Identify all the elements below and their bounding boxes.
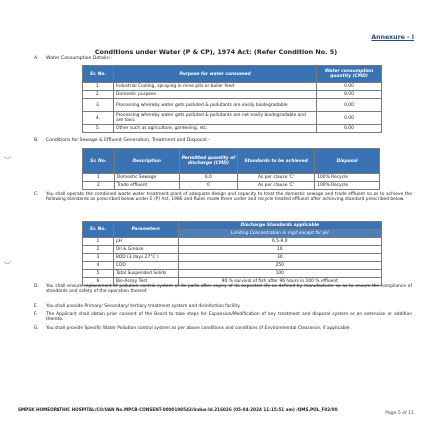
table-header: Standards to be achieved	[238, 149, 315, 174]
table-cell: pH	[113, 238, 178, 246]
table-row	[83, 262, 382, 270]
water-consumption-table	[82, 65, 382, 133]
discharge-standards-table	[82, 221, 382, 286]
table-header: Discharge Standards applicable	[178, 222, 381, 230]
table-cell: 1	[83, 238, 114, 246]
page-number: Page 5 of 11	[385, 411, 414, 416]
section-f	[34, 312, 412, 323]
table-cell: Oil & Grease	[113, 246, 178, 254]
section-label: E.	[34, 304, 39, 309]
table-cell: 3	[83, 254, 114, 262]
document-page	[4, 8, 420, 424]
page-title: Conditions under Water (P & CP), 1974 Act: (Refer Condition No. 5)	[94, 48, 338, 56]
table-cell: 1	[83, 174, 115, 182]
section-text: You shall provide Primary/ Secondary/ tertiary treatment system and disinfection facility.	[46, 304, 241, 309]
table-header: Sr. No.	[83, 66, 114, 83]
table-cell: Bio-Assay Test	[113, 278, 178, 286]
table-cell: 2.	[83, 91, 114, 99]
table-row	[83, 254, 382, 262]
section-label: B.	[34, 138, 39, 143]
table-cell: 0.00	[317, 99, 382, 112]
table-cell: 6.5-9.0	[178, 238, 381, 246]
table-header-row	[83, 149, 380, 174]
table-cell: 5.	[83, 125, 114, 133]
table-cell: 2	[83, 246, 114, 254]
annexure-label: Annexure - I	[371, 34, 414, 41]
table-header: Sr. No.	[83, 149, 115, 174]
table-cell: 1.	[83, 83, 114, 91]
section-text: You shall operate the combined waste water treatment plant of adequate design and capacity to treat the domestic sewage and trade effluent so as to achieve the following standards as prescribed below under E (P) Act, 1986 and Rules made there under and recycle treated effluent after achieving standard prescribed below.	[46, 192, 412, 203]
table-cell: 30	[178, 254, 381, 262]
footer-reference: SMPSK HOMEOPATHIC HOSPITAL/CO/UAN No.MPCB-CONSENT-0000198543/Indus-Id.216026 (05-04-2024 11:15:51 am) /QMS.POL_F02/00	[18, 407, 338, 412]
table-cell: 100% Recycle	[315, 182, 380, 190]
table-header-row	[83, 222, 382, 230]
table-row	[83, 91, 382, 99]
table-cell: Trade effluent	[114, 182, 179, 190]
section-text: The Applicant shall obtain prior consent of the Board to take steps for Expansion/Modification of any treatment and disposal system or an extension or addition thereto.	[46, 312, 412, 323]
section-text: You shall ensure replacement of pollution control system or its parts after expiry of its expected life as defined by manufacturer so as to ensure the compliance of standards and safety of the operation thereof.	[46, 284, 412, 295]
section-e	[34, 304, 412, 309]
section-text: You shall provide Specific Water Pollution control system as per above conditions and conditions of Environmental Clearance, if applicable.	[46, 326, 351, 331]
table-cell: 0.00	[317, 83, 382, 91]
table-row	[83, 83, 382, 91]
section-label: C.	[34, 192, 39, 197]
table-cell: 6.0	[179, 174, 238, 182]
table-cell: BOD (3 days 27°C )	[113, 254, 178, 262]
table-row	[83, 182, 380, 190]
table-row	[83, 112, 382, 125]
table-row	[83, 99, 382, 112]
table-header: Parameters	[113, 222, 178, 238]
table-cell: Domestic purpose	[114, 91, 317, 99]
table-cell: 250	[178, 262, 381, 270]
table-cell: COD	[113, 262, 178, 270]
table-cell: As per clause 'C'	[238, 174, 315, 182]
table-cell: Industrial Cooling, spraying in mine pits or boiler feed	[114, 83, 317, 91]
section-g	[34, 326, 412, 331]
table-cell: 3.	[83, 99, 114, 112]
table-cell: Other such as agriculture, gardening, etc.	[114, 125, 317, 133]
table-cell: 4.	[83, 112, 114, 125]
margin-mark: ◡	[4, 151, 11, 160]
margin-mark: ◡	[4, 256, 11, 265]
section-label: F.	[34, 312, 38, 317]
table-cell: As per clause 'C'	[238, 182, 315, 190]
table-cell: 0.00	[317, 112, 382, 125]
table-cell: Total Suspended Solids	[113, 270, 178, 278]
table-cell: 0	[179, 182, 238, 190]
table-row	[83, 246, 382, 254]
table-header: Description	[114, 149, 179, 174]
section-label: A.	[34, 56, 39, 61]
table-cell: Processing whereby water gets polluted & pollutants are not easily biodegradable and are toxic	[114, 112, 317, 125]
table-cell: 100	[178, 270, 381, 278]
table-header: Purpose for water consumed	[114, 66, 317, 83]
table-cell: 100% Recycle	[315, 174, 380, 182]
table-cell: 6	[83, 278, 114, 286]
section-d	[34, 284, 412, 295]
table-subheader: Limiting Concentration in mg/l except for pH	[178, 230, 381, 238]
table-header: Permitted quantity of discharge (CMD)	[179, 149, 238, 174]
section-label: G.	[34, 326, 39, 331]
table-header: Sr. No.	[83, 222, 114, 238]
section-c	[34, 192, 412, 203]
table-cell: 4	[83, 262, 114, 270]
effluent-disposal-table	[82, 148, 380, 190]
section-label: D.	[34, 284, 39, 289]
table-cell: 10	[178, 246, 381, 254]
table-cell: Domestic Sewage	[114, 174, 179, 182]
table-row	[83, 125, 382, 133]
table-cell: 2	[83, 182, 115, 190]
section-text: Conditions for Sewage & Effluent Generation, Treatment and Disposal:-	[46, 138, 210, 143]
table-row	[83, 270, 382, 278]
table-header-row	[83, 66, 382, 83]
table-cell: 5	[83, 270, 114, 278]
table-cell: 90 % survival of fish after 96 hours in 100 % effluent	[178, 278, 381, 286]
table-cell: 0.00	[317, 125, 382, 133]
table-cell: 8.00	[317, 91, 382, 99]
table-row	[83, 238, 382, 246]
table-row	[83, 174, 380, 182]
table-header: Disposal	[315, 149, 380, 174]
table-header: Water consumption quantity (CMD)	[317, 66, 382, 83]
section-text: Water Consumption Details:-	[46, 56, 113, 61]
table-cell: Processing whereby water gets polluted & pollutants are easily biodegradable	[114, 99, 317, 112]
